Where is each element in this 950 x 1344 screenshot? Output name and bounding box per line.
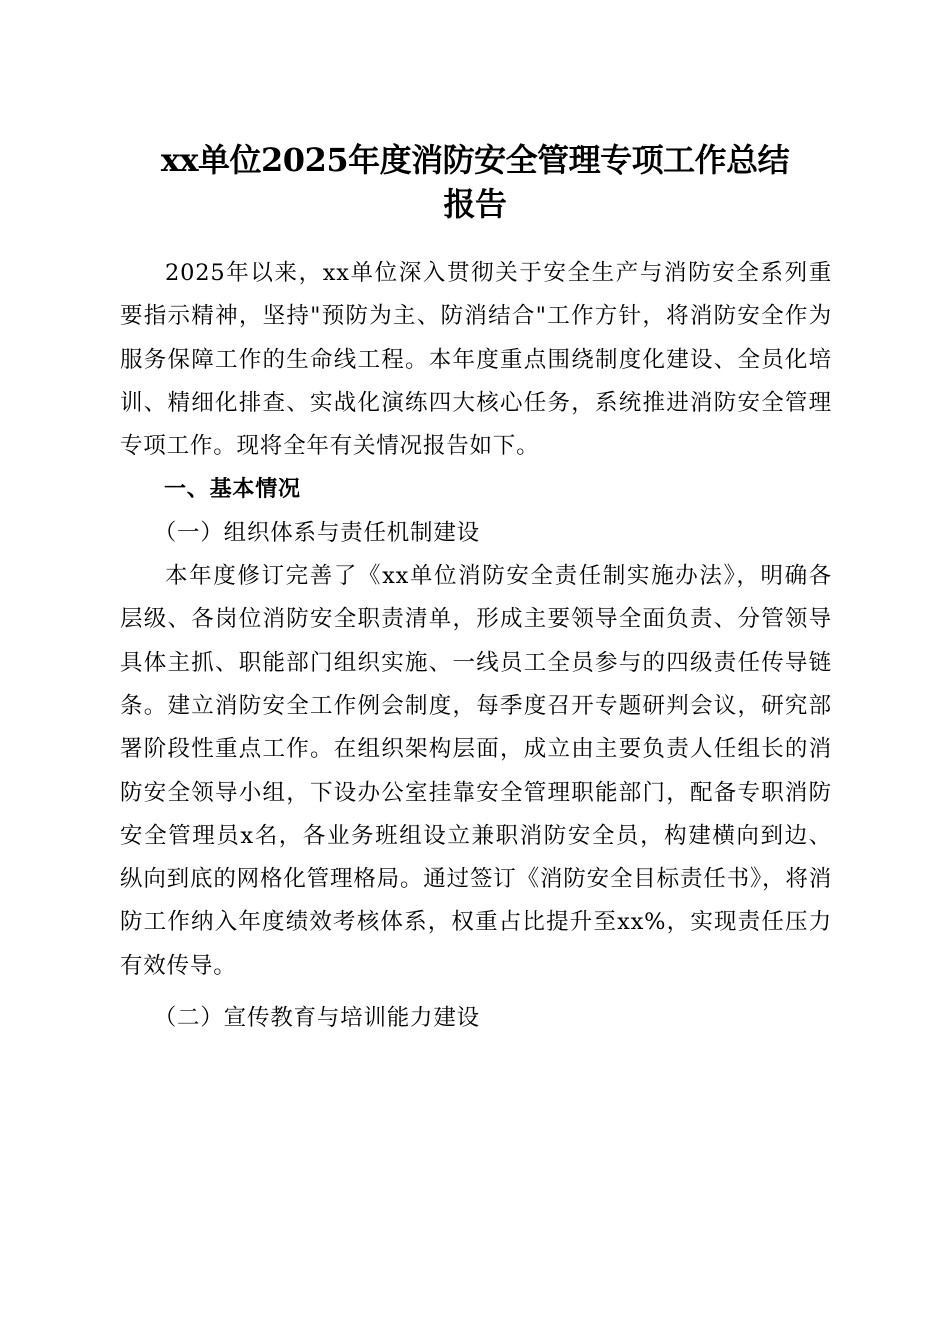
title-line-2: 报告	[443, 185, 507, 223]
document-title	[60, 138, 890, 226]
organization-paragraph: 本年度修订完善了《xx单位消防安全责任制实施办法》，明确各层级、各岗位消防安全职责清单，形成主要领导全面负责、分管领导具体主抓、职能部门组织实施、一线员工全员参与的四级责任传导链条。建立消防安全工作例会制度，每季度召开专题研判会议，研究部署阶段性重点工作。在组织架构层面，成立由主要负责人任组长的消防安全领导小组，下设办公室挂靠安全管理职能部门，配备专职消防安全管理员x名，各业务班组设立兼职消防安全员，构建横向到边、纵向到底的网格化管理格局。通过签订《消防安全目标责任书》，将消防工作纳入年度绩效考核体系，权重占比提升至xx%，实现责任压力有效传导。	[120, 563, 832, 979]
title-line-1: xx单位2025年度消防安全管理专项工作总结	[160, 141, 790, 179]
paragraph-spacer	[120, 988, 832, 997]
document-body	[120, 252, 832, 1040]
subsection-heading-organization: （一）组织体系与责任机制建设	[153, 519, 480, 546]
section-heading-basic-situation: 一、基本情况	[164, 477, 301, 503]
subsection-heading-training: （二）宣传教育与培训能力建设	[153, 1005, 480, 1032]
intro-paragraph: 2025年以来，xx单位深入贯彻关于安全生产与消防安全系列重要指示精神，坚持"预防为主、防消结合"工作方针，将消防安全作为服务保障工作的生命线工程。本年度重点围绕制度化建设、全员化培训、精细化排查、实战化演练四大核心任务，系统推进消防安全管理专项工作。现将全年有关情况报告如下。	[120, 260, 832, 460]
